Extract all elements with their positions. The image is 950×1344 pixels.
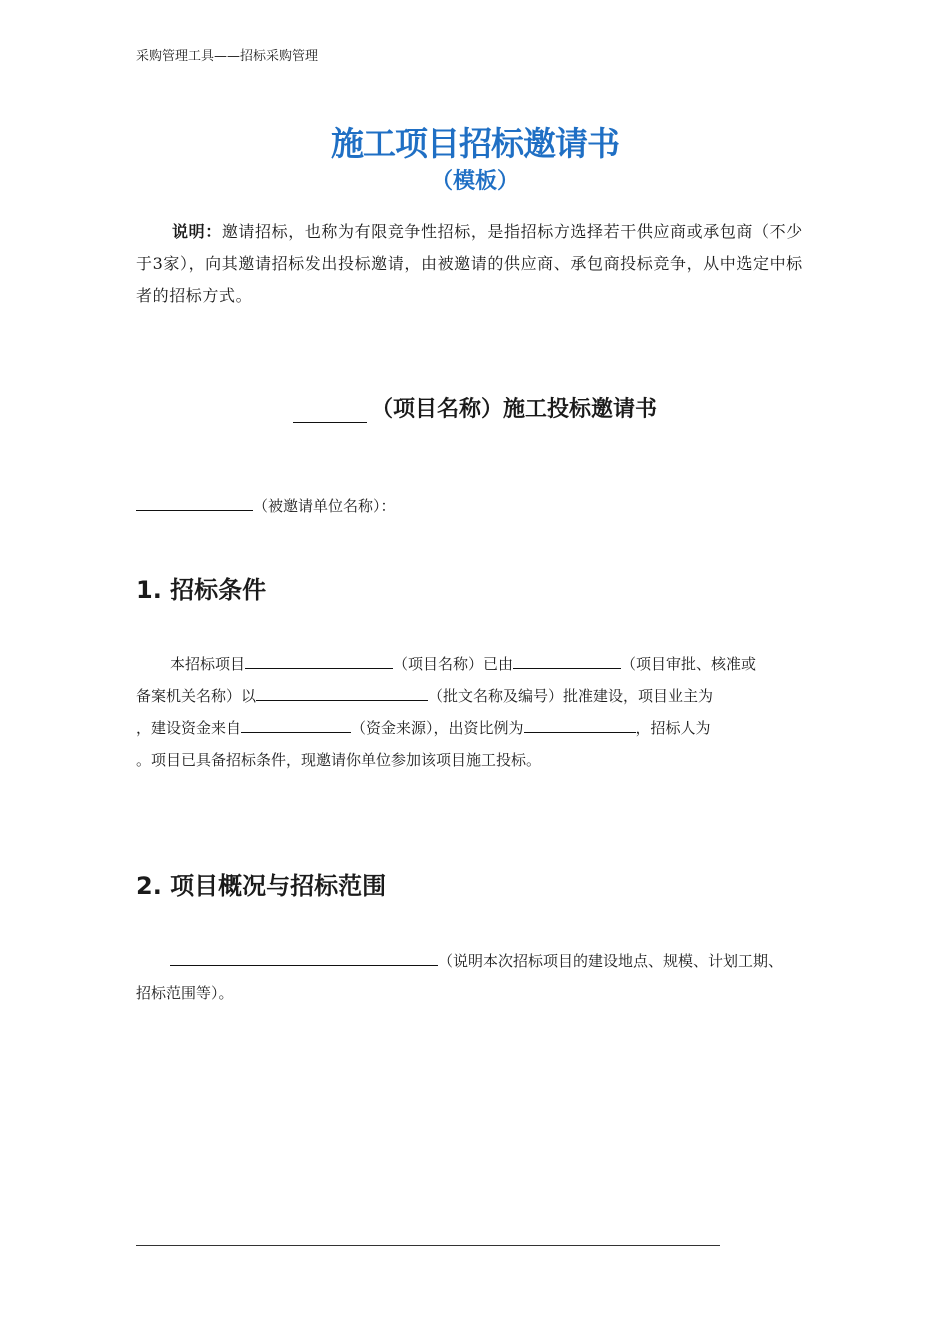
section-1-line-1 xyxy=(136,648,816,680)
section-2-heading: 2. 项目概况与招标范围 xyxy=(136,872,387,900)
salutation-text: （被邀请单位名称）： xyxy=(253,497,396,515)
section-1-paragraph xyxy=(136,648,816,776)
text-segment: （项目审批、核准或 xyxy=(621,655,757,673)
project-name-blank[interactable] xyxy=(293,400,367,423)
document-title: 施工项目招标邀请书 xyxy=(331,124,619,163)
section-1-line-3 xyxy=(136,712,816,744)
funding-ratio-field[interactable] xyxy=(524,716,636,733)
text-segment: 。项目已具备招标条件，现邀请你单位参加该项目施工投标。 xyxy=(136,751,542,769)
description-paragraph xyxy=(136,216,816,312)
invitation-heading-text: （项目名称）施工投标邀请书 xyxy=(370,397,657,422)
section-1-line-4 xyxy=(136,744,816,776)
text-segment: （批文名称及编号）批准建设，项目业主为 xyxy=(428,687,714,705)
section-2-line-2 xyxy=(136,977,836,1009)
text-segment: ，招标人为 xyxy=(635,719,711,737)
project-name-field[interactable] xyxy=(245,652,393,669)
description-text: 邀请招标，也称为有限竞争性招标，是指招标方选择若干供应商或承包商（不少于3家），向其邀请招标发出投标邀请，由被邀请的供应商、承包商投标竞争，从中选定中标者的招标方式。 xyxy=(136,222,803,305)
text-segment: 招标范围等）。 xyxy=(136,984,234,1002)
text-segment: 备案机关名称）以 xyxy=(136,687,257,705)
page-header: 采购管理工具——招标采购管理 xyxy=(136,49,319,64)
text-segment: （资金来源），出资比例为 xyxy=(351,719,524,737)
approval-document-field[interactable] xyxy=(256,684,428,701)
section-2-line-1 xyxy=(136,945,836,977)
section-1-heading: 1. 招标条件 xyxy=(136,576,267,604)
section-1-line-2 xyxy=(136,680,816,712)
section-2-paragraph xyxy=(136,945,836,1009)
project-overview-field[interactable] xyxy=(170,949,438,966)
approval-authority-field[interactable] xyxy=(513,652,621,669)
text-segment: （项目名称）已由 xyxy=(393,655,514,673)
invitation-heading xyxy=(0,392,950,423)
document-subtitle: （模板） xyxy=(430,169,519,194)
description-label: 说明： xyxy=(172,222,222,241)
invited-unit-blank[interactable] xyxy=(136,494,253,511)
text-segment: ，建设资金来自 xyxy=(136,719,242,737)
salutation xyxy=(136,494,396,516)
fund-source-field[interactable] xyxy=(241,716,351,733)
text-segment: （说明本次招标项目的建设地点、规模、计划工期、 xyxy=(438,952,784,970)
text-segment: 本招标项目 xyxy=(170,655,246,673)
footer-divider xyxy=(136,1245,720,1246)
